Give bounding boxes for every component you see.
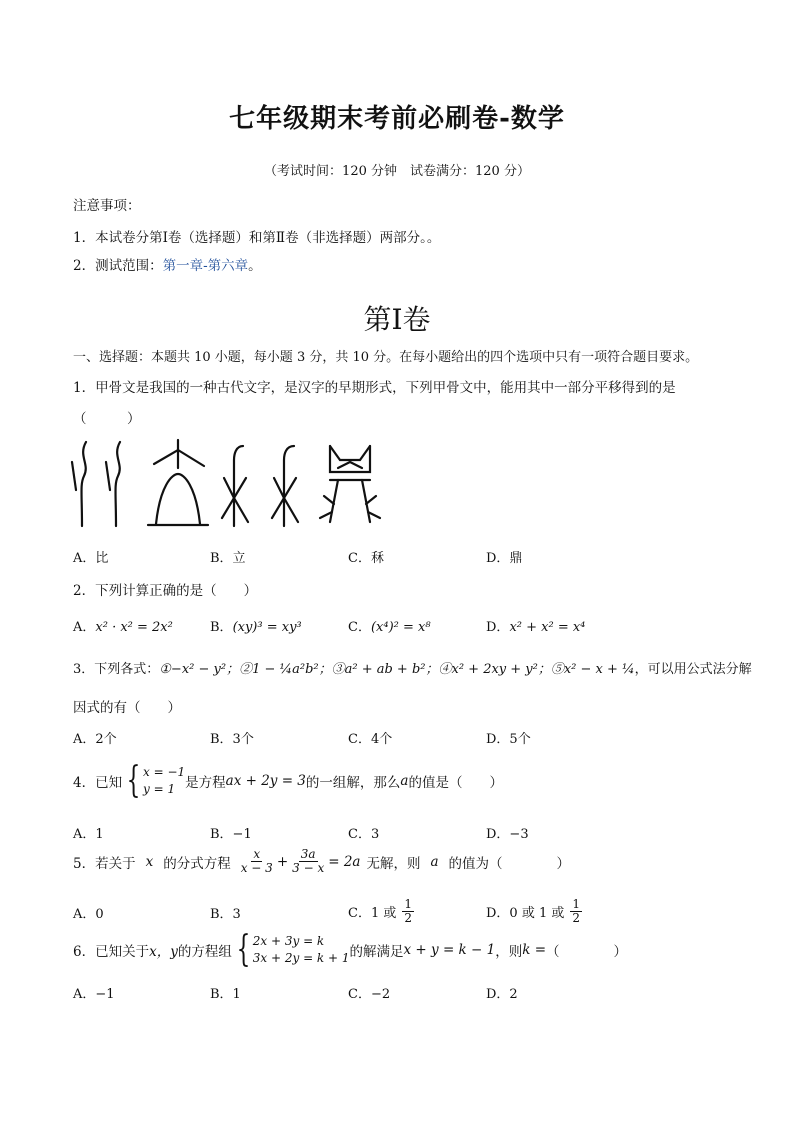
- q5-option-b[interactable]: B．3: [210, 907, 241, 922]
- note-item-2: [73, 254, 262, 274]
- q4-middle: 是方程: [185, 775, 226, 791]
- q5-option-c-label: C．1 或: [348, 906, 397, 921]
- q4-option-a[interactable]: A．1: [73, 827, 104, 842]
- brace-icon: {: [236, 929, 251, 970]
- q5-prefix: 5．若关于: [73, 855, 136, 872]
- test-scope-link[interactable]: 第一章-第六章: [162, 258, 249, 274]
- q6-condition: x + y = k − 1: [403, 942, 496, 958]
- q3-stem-suffix: ，可以用公式法分解: [634, 662, 752, 677]
- q1-option-a[interactable]: A．比: [73, 551, 109, 566]
- q2-option-b-expr: (xy)³ = xy³: [232, 620, 302, 635]
- q5-option-d-half-num: 1: [572, 897, 581, 911]
- q3-option-b[interactable]: B．3个: [210, 732, 254, 747]
- q2-option-d-expr: x² + x² = x⁴: [509, 620, 586, 635]
- q2-option-c[interactable]: [348, 616, 431, 635]
- q6-end: ，则: [495, 944, 523, 960]
- q5-suffix: 无解，则: [366, 855, 421, 872]
- note-item-2-prefix: 2．测试范围：: [73, 258, 163, 274]
- q5-option-c[interactable]: [348, 898, 416, 925]
- q6-option-a[interactable]: A．−1: [73, 987, 115, 1002]
- q5-option-c-half-num: 1: [404, 897, 412, 911]
- q3-expressions: ①−x² − y²；②1 − ¼a²b²；③a² + ab + b²；④x² + 2xy + y²；⑤x² − x + ¼: [159, 662, 635, 677]
- q5-end: 的值为（ ）: [448, 855, 571, 872]
- q2-option-b[interactable]: [210, 616, 302, 635]
- q3-option-c[interactable]: C．4个: [348, 732, 393, 747]
- q2-option-a[interactable]: [73, 616, 173, 635]
- q5-mid: 的分式方程: [163, 855, 231, 872]
- q6-paren: （ ）: [546, 944, 628, 960]
- q4-option-c[interactable]: C．3: [348, 827, 380, 842]
- q4-suffix-a: 的一组解，那么: [305, 775, 401, 791]
- q5-fraction-1: [239, 848, 275, 875]
- q6-equation-system: [232, 929, 350, 970]
- q1-stem-line1: 1．甲骨文是我国的一种古代文字，是汉字的早期形式，下列甲骨文中，能用其中一部分平移得到的是: [73, 380, 676, 396]
- q5-f1-den: x − 3: [240, 861, 273, 875]
- q2-option-d-label: D．: [486, 620, 510, 635]
- q4-solution-system: [122, 760, 186, 801]
- q3-option-d[interactable]: D．5个: [486, 732, 531, 747]
- q4-sys-row1: x = −1: [143, 765, 186, 779]
- q1-option-d[interactable]: D．鼎: [486, 551, 523, 566]
- q5-var-a: a: [430, 853, 439, 870]
- q5-stem: 5．若关于 x 的分式方程 $\frac{x}{x - 3}$ + $\frac{3a}{3 - x}$ = 2a 无解，则 a 的值为（ ）: [73, 847, 571, 875]
- q1-stem-line2: （ ）: [73, 411, 141, 427]
- q4-equation: ax + 2y = 3: [225, 773, 306, 789]
- oracle-bi-figure: [72, 442, 120, 526]
- q5-option-d-label: D．0 或 1 或: [486, 906, 565, 921]
- q5-fraction-2: [290, 848, 326, 875]
- q6-mid: 的方程组: [177, 944, 232, 960]
- q3-option-a[interactable]: A．2个: [73, 732, 117, 747]
- q6-option-d[interactable]: D．2: [486, 987, 518, 1002]
- q4-suffix-b: 的值是（ ）: [408, 775, 503, 791]
- q4-var: a: [400, 773, 409, 789]
- q2-option-c-label: C．: [348, 620, 371, 635]
- section-intro: 一、选择题：本题共 10 小题，每小题 3 分，共 10 分。在每小题给出的四个选项中只有一项符合题目要求。: [73, 350, 699, 365]
- q4-prefix: 4．已知: [73, 775, 123, 791]
- q6-sys-row1: 2x + 3y = k: [252, 934, 325, 948]
- oracle-li-figure: [148, 440, 208, 525]
- brace-icon: {: [126, 760, 141, 801]
- exam-info: （考试时间：120 分钟 试卷满分：120 分）: [264, 164, 530, 179]
- q5-f1-num: x: [253, 847, 261, 861]
- oracle-bone-figures: [68, 438, 388, 530]
- q5-option-c-half-den: 2: [404, 911, 412, 925]
- q5-option-d-half: [570, 898, 582, 925]
- section-title: 第Ⅰ卷: [363, 303, 431, 336]
- oracle-ding-figure: [320, 446, 380, 522]
- q3-stem-prefix: 3．下列各式：: [73, 662, 160, 677]
- q6-sys-row2: 3x + 2y = k + 1: [252, 951, 350, 965]
- q6-option-b[interactable]: B．1: [210, 987, 241, 1002]
- q4-option-b[interactable]: B．−1: [210, 827, 252, 842]
- q2-option-d[interactable]: [486, 616, 585, 635]
- q5-var-x: x: [145, 853, 154, 870]
- q6-stem: [73, 929, 628, 970]
- q2-option-b-label: B．: [210, 620, 233, 635]
- q2-option-a-label: A．: [73, 620, 96, 635]
- q5-rhs: = 2a: [328, 853, 361, 870]
- q4-stem: [73, 760, 503, 801]
- q3-stem-line1: [73, 658, 752, 677]
- oracle-li-grain-figure: [222, 446, 298, 526]
- q6-k: k =: [522, 942, 547, 958]
- page-title: 七年级期末考前必刷卷-数学: [229, 104, 565, 134]
- q6-suffix: 的解满足: [349, 944, 404, 960]
- q5-f2-num: 3a: [300, 847, 316, 861]
- q2-option-a-expr: x² · x² = 2x²: [95, 620, 173, 635]
- q2-option-c-expr: (x⁴)² = x⁸: [370, 620, 431, 635]
- q3-stem-line2: 因式的有（ ）: [73, 700, 181, 716]
- notes-heading: 注意事项：: [73, 198, 141, 214]
- q5-option-d-half-den: 2: [572, 911, 581, 925]
- q4-option-d[interactable]: D．−3: [486, 827, 529, 842]
- q6-option-c[interactable]: C．−2: [348, 987, 391, 1002]
- q5-f2-den: 3 − x: [292, 861, 325, 875]
- q6-vars: x，y: [149, 944, 178, 960]
- note-item-1: 1．本试卷分第Ⅰ卷（选择题）和第Ⅱ卷（非选择题）两部分。。: [73, 230, 441, 246]
- q5-option-a[interactable]: A．0: [73, 907, 104, 922]
- q4-sys-row2: y = 1: [143, 782, 176, 796]
- q2-stem: 2．下列计算正确的是（ ）: [73, 583, 258, 599]
- q6-prefix: 6．已知关于: [73, 944, 150, 960]
- q5-option-c-half: [402, 898, 414, 925]
- note-item-2-suffix: 。: [248, 258, 262, 274]
- q1-option-b[interactable]: B．立: [210, 551, 246, 566]
- q5-option-d[interactable]: [486, 898, 584, 925]
- q1-option-c[interactable]: C．秝: [348, 551, 384, 566]
